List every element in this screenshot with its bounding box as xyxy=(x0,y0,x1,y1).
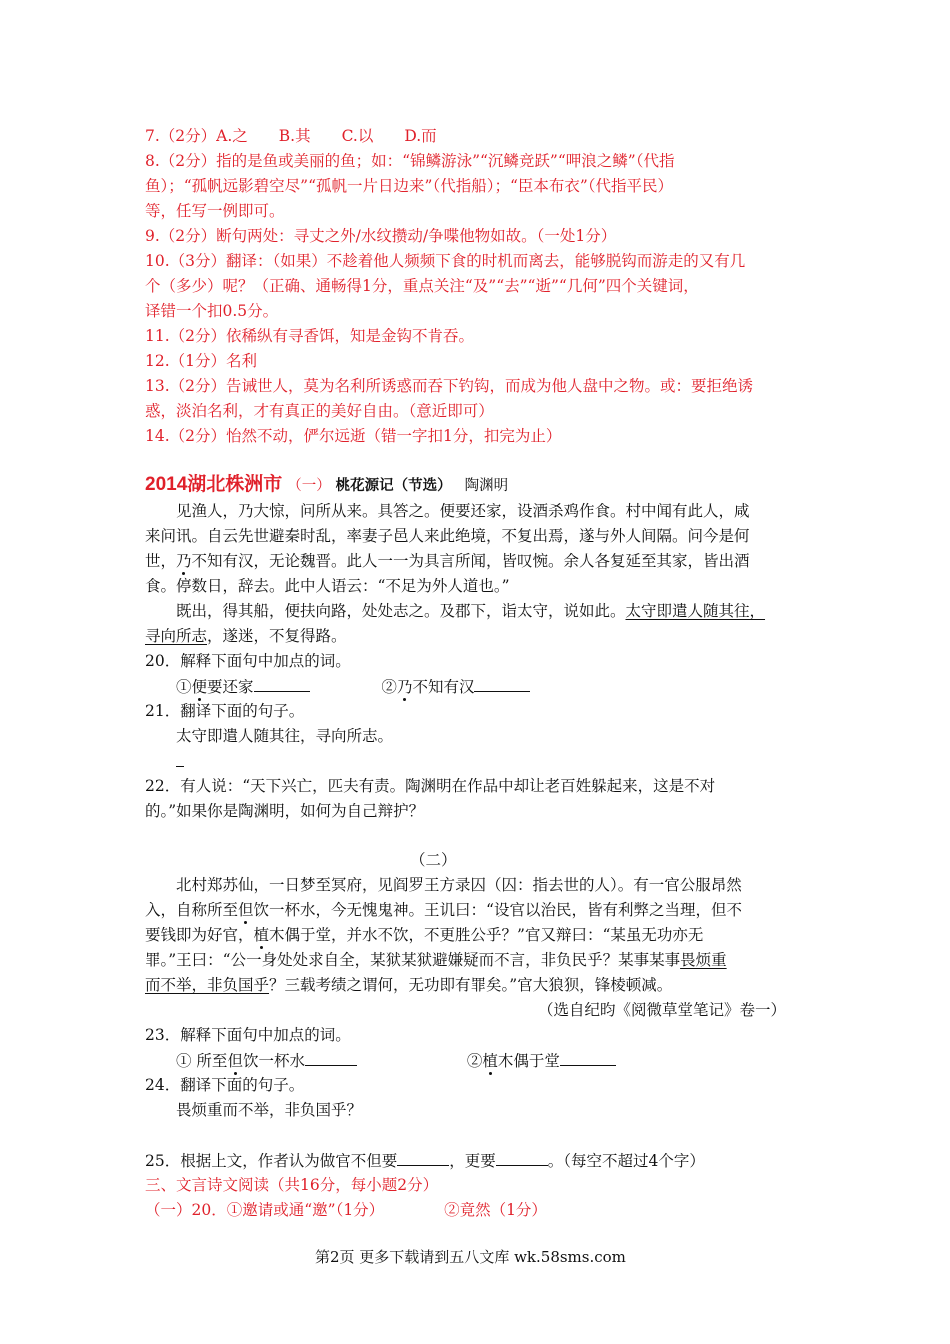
answer-blank[interactable] xyxy=(397,1148,449,1166)
question-21-sentence: 太守即遣人随其往，寻向所志。 xyxy=(176,727,394,745)
passage2-line1: 北村郑苏仙，一日梦至冥府，见阎罗王方录囚（囚：指去世的人）。有一官公服昂然 xyxy=(176,876,742,894)
dotted-char: 植 xyxy=(482,1052,498,1070)
question-21: 21．翻译下面的句子。 xyxy=(145,702,305,720)
passage2-text: 木偶于堂，并水不饮，不更胜公乎？”官又辩曰：“某虽无功亦无 xyxy=(269,926,704,944)
answer-blank[interactable] xyxy=(496,1148,548,1166)
section-heading-region: 2014湖北株洲市 xyxy=(145,474,283,495)
dotted-char: 乃 xyxy=(176,552,192,570)
passage2-source: （选自纪昀《阅微草堂笔记》卷一） xyxy=(538,1001,787,1019)
passage2-text: 入，自称所至 xyxy=(145,901,239,919)
answer-blank[interactable] xyxy=(474,674,530,692)
passage1-line6 xyxy=(145,624,347,648)
passage2-line4 xyxy=(145,948,727,972)
underlined-sentence: 畏烦重 xyxy=(680,951,727,969)
answer-line-21[interactable] xyxy=(176,749,184,774)
passage1-line4: 食。停数日，辞去。此中人语云：“不足为外人道也。” xyxy=(145,577,510,595)
passage1-line2: 来问讯。自云先世避秦时乱，率妻子邑人来此绝境，不复出焉，遂与外人间隔。问今是何 xyxy=(145,527,750,545)
question-23-items xyxy=(176,1048,616,1073)
answer-10-line2: 个（多少）呢？（正确、通畅得1分，重点关注“及”“去”“逝”“几何”四个关键词， xyxy=(145,277,699,295)
question-25-text: 25．根据上文，作者认为做官不但要 xyxy=(145,1152,398,1170)
answer-20-part2: ②竟然（1分） xyxy=(444,1201,547,1219)
passage2-text: 罪。”王曰：“公一身处处求自全，某狱某狱避嫌疑而不言，非负民乎？某事某事 xyxy=(145,951,681,969)
dotted-char: 但 xyxy=(238,901,254,919)
passage2-text: 要钱即为好官， xyxy=(145,926,254,944)
passage1-line1: 见渔人，乃大惊，问所从来。具答之。便要还家，设酒杀鸡作食。村中闻有此人，咸 xyxy=(176,502,750,520)
answer-8-line2: 鱼）；“孤帆远影碧空尽”“孤帆一片日边来”（代指船）；“臣本布衣”（代指平民） xyxy=(145,177,674,195)
passage2-line5 xyxy=(145,973,672,997)
passage2-text: 饮一杯水，今无愧鬼神。王讥曰：“设官以治民，皆有利弊之当理，但不 xyxy=(253,901,742,919)
item-text: 木偶于堂 xyxy=(497,1052,560,1070)
answer-11: 11.（2分）依稀纵有寻香饵，知是金钩不肯吞。 xyxy=(145,327,475,345)
answer-10-line1: 10.（3分）翻译：（如果）不趁着他人频频下食的时机而离去，能够脱钩而游走的又有几 xyxy=(145,252,746,270)
dotted-char: 便 xyxy=(191,678,208,696)
item-text: 饮一杯水 xyxy=(242,1052,305,1070)
answer-blank[interactable] xyxy=(305,1048,357,1066)
passage1-text: 不知有汉，无论魏晋。此人一一为具言所闻，皆叹惋。余人各复延至其家，皆出酒 xyxy=(191,552,750,570)
question-25-text: ，更要 xyxy=(449,1152,496,1170)
page-footer: 第2页 更多下载请到五八文库 wk.58sms.com xyxy=(315,1248,626,1266)
passage2-part: （二） xyxy=(410,851,457,869)
dotted-char: 植 xyxy=(253,926,270,944)
passage1-text: 既出，得其船，便扶向路，处处志之。及郡下，诣太守，说如此。 xyxy=(176,602,626,620)
answer-blank[interactable] xyxy=(560,1048,616,1066)
item-text: ① 所至 xyxy=(176,1052,228,1070)
item-text: 要还家 xyxy=(207,678,254,696)
answer-13-line2: 惑，淡泊名利，才有真正的美好自由。（意近即可） xyxy=(145,402,494,420)
passage1-text: 世， xyxy=(145,552,177,570)
question-25 xyxy=(145,1148,705,1173)
question-23: 23．解释下面句中加点的词。 xyxy=(145,1026,351,1044)
answer-14: 14.（2分）怡然不动，俨尔远逝（错一字扣1分，扣完为止） xyxy=(145,427,562,445)
question-20-items xyxy=(176,674,530,699)
dotted-char: 但 xyxy=(227,1052,243,1070)
question-22-line2: 的。”如果你是陶渊明，如何为自己辩护？ xyxy=(145,802,425,820)
answers-section-title: 三、文言诗文阅读（共16分，每小题2分） xyxy=(145,1176,439,1194)
passage1-line5 xyxy=(176,599,765,623)
answer-8-line1: 8.（2分）指的是鱼或美丽的鱼；如：“锦鳞游泳”“沉鳞竞跃”“呷浪之鳞”（代指 xyxy=(145,152,675,170)
question-22-line1: 22．有人说：“天下兴亡，匹夫有责。陶渊明在作品中却让老百姓躲起来，这是不对 xyxy=(145,777,716,795)
passage1-text: ，遂迷，不复得路。 xyxy=(207,627,347,645)
item-text: 不知有汉 xyxy=(412,678,475,696)
question-20: 20．解释下面句中加点的词。 xyxy=(145,652,351,670)
answer-20-part1: （一）20．①邀请或通“邀”（1分） xyxy=(145,1201,385,1219)
answer-12: 12.（1分）名利 xyxy=(145,352,258,370)
passage1-line3 xyxy=(145,549,750,573)
answer-blank[interactable] xyxy=(254,674,310,692)
question-24-sentence: 畏烦重而不举，非负国乎？ xyxy=(176,1101,363,1119)
underlined-sentence: 而不举，非负国乎 xyxy=(145,976,270,994)
question-24: 24．翻译下面的句子。 xyxy=(145,1076,305,1094)
answers-20 xyxy=(145,1198,547,1222)
item-number: ② xyxy=(466,1052,483,1070)
underlined-sentence: 寻向所志 xyxy=(145,627,208,645)
answer-7: 7.（2分）A.之 B.其 C.以 D.而 xyxy=(145,127,437,145)
item-number: ② xyxy=(381,678,397,696)
answer-13-line1: 13.（2分）告诫世人，莫为名利所诱惑而吞下钓钩，而成为他人盘中之物。或：要拒绝诱 xyxy=(145,377,754,395)
section-title: 桃花源记（节选） xyxy=(335,477,452,494)
answer-blank[interactable] xyxy=(176,749,184,767)
passage2-line3 xyxy=(145,923,703,947)
section-heading xyxy=(145,473,508,498)
section-author: 陶渊明 xyxy=(464,478,509,494)
dotted-char: 乃 xyxy=(396,678,413,696)
passage2-text: ？三载考绩之谓何，无功即有罪矣。”官大狼狈，锋棱顿减。 xyxy=(269,976,673,994)
item-number: ① xyxy=(176,678,192,696)
answer-9: 9.（2分）断句两处：寻丈之外/水纹攒动/争喋他物如故。（一处1分） xyxy=(145,227,617,245)
question-25-text: 。（每空不超过4个字） xyxy=(547,1152,705,1170)
section-part-label: （一） xyxy=(287,478,331,494)
underlined-sentence: 太守即遣人随其往， xyxy=(625,602,766,620)
answer-8-line3: 等，任写一例即可。 xyxy=(145,202,285,220)
passage2-line2 xyxy=(145,898,742,922)
answer-10-line3: 译错一个扣0.5分。 xyxy=(145,302,279,320)
